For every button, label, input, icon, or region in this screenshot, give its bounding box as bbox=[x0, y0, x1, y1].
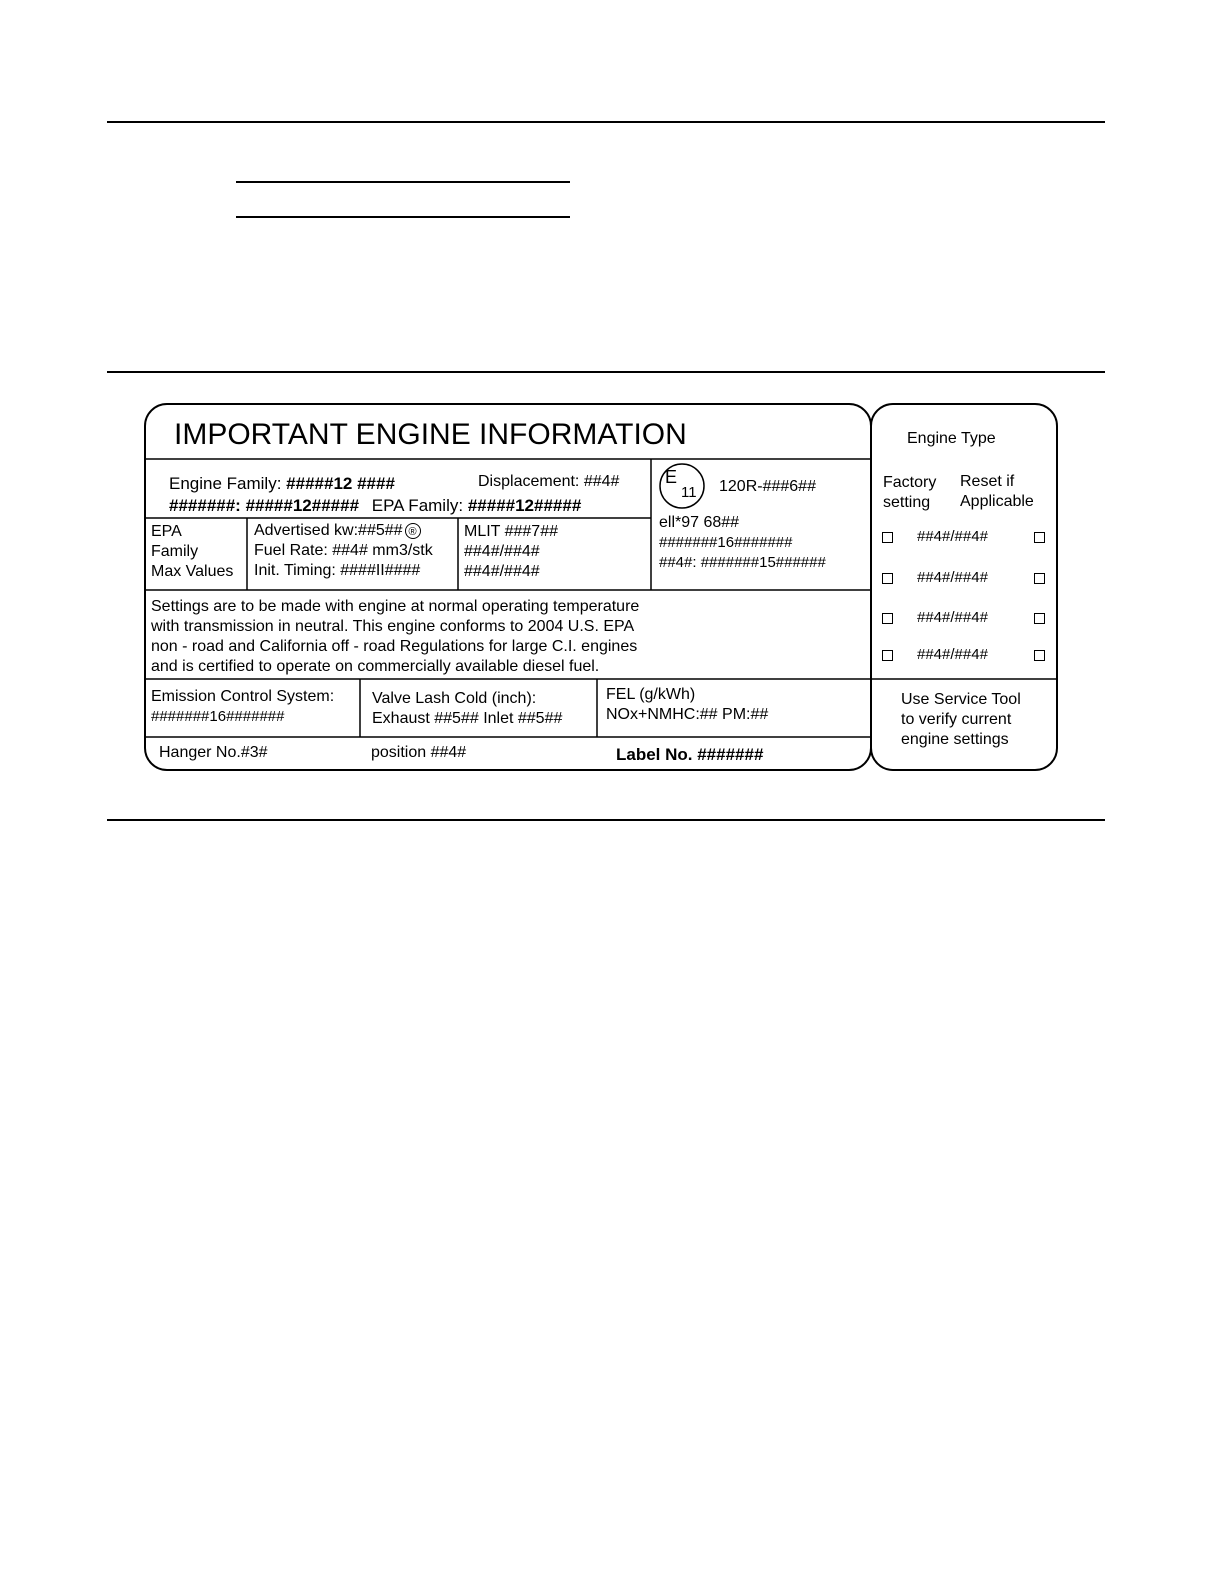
fel-value: NOx+NMHC:## PM:## bbox=[606, 706, 769, 723]
mlit-line-2: ##4#/##4# bbox=[464, 543, 540, 560]
epa-block-line-1: EPA bbox=[151, 523, 182, 540]
settings-line-3: non - road and California off - road Regulations for large C.I. engines bbox=[151, 638, 638, 655]
reset-checkbox-1[interactable] bbox=[1034, 532, 1045, 543]
advertised-kw-text: Advertised kw:##5## bbox=[254, 522, 403, 539]
epa-block-line-2: Family bbox=[151, 543, 199, 560]
reset-if-line-1: Reset if bbox=[960, 473, 1015, 490]
valve-lash-value: Exhaust ##5## Inlet ##5## bbox=[372, 710, 563, 727]
setting-row-1: ##4#/##4# bbox=[917, 528, 988, 545]
approval-line-2: ##4#: #######15###### bbox=[659, 554, 826, 571]
settings-line-1: Settings are to be made with engine at normal operating temperature bbox=[151, 598, 640, 615]
factory-checkbox-1[interactable] bbox=[882, 532, 893, 543]
factory-setting-line-2: setting bbox=[883, 494, 931, 511]
engine-family-label: Engine Family: bbox=[169, 474, 282, 493]
fuel-rate: Fuel Rate: ##4# mm3/stk bbox=[254, 542, 433, 559]
emission-label: Emission Control System: bbox=[151, 688, 335, 705]
displacement-value: ##4# bbox=[583, 473, 620, 490]
approval-line-1: #######16####### bbox=[659, 534, 793, 551]
settings-line-4: and is certified to operate on commercially available diesel fuel. bbox=[151, 658, 600, 675]
settings-line-2: with transmission in neutral. This engine conforms to 2004 U.S. EPA bbox=[151, 618, 635, 635]
mlit-line-3: ##4#/##4# bbox=[464, 563, 540, 580]
epa-family-row bbox=[169, 497, 581, 514]
init-timing: Init. Timing: ####II#### bbox=[254, 562, 421, 579]
setting-row-3: ##4#/##4# bbox=[917, 609, 988, 626]
reg-120r: 120R-###6## bbox=[719, 478, 816, 495]
position: position ##4# bbox=[371, 744, 467, 761]
ell-line: ell*97 68## bbox=[659, 514, 740, 531]
e-mark-letter: E bbox=[665, 467, 678, 487]
advertised-kw bbox=[254, 523, 421, 539]
row2-prefix: #######: #####12##### bbox=[169, 496, 360, 515]
reset-if-line-2: Applicable bbox=[960, 493, 1034, 510]
factory-checkbox-4[interactable] bbox=[882, 650, 893, 661]
blank-line-2 bbox=[236, 216, 570, 218]
reset-checkbox-4[interactable] bbox=[1034, 650, 1045, 661]
setting-row-4: ##4#/##4# bbox=[917, 646, 988, 663]
hanger-number: Hanger No.#3# bbox=[159, 744, 268, 761]
engine-family bbox=[169, 475, 395, 492]
emission-value: #######16####### bbox=[151, 708, 285, 725]
displacement bbox=[478, 474, 619, 490]
displacement-label: Displacement: bbox=[478, 473, 580, 490]
label-number: Label No. ####### bbox=[616, 745, 764, 764]
e-mark-number: 11 bbox=[681, 484, 697, 501]
reset-checkbox-3[interactable] bbox=[1034, 613, 1045, 624]
registered-symbol: ® bbox=[405, 523, 421, 539]
reset-checkbox-2[interactable] bbox=[1034, 573, 1045, 584]
epa-family-value: #####12##### bbox=[467, 496, 582, 515]
service-tool-line-1: Use Service Tool bbox=[901, 691, 1021, 708]
factory-checkbox-3[interactable] bbox=[882, 613, 893, 624]
valve-lash-label: Valve Lash Cold (inch): bbox=[372, 690, 537, 707]
engine-family-value: #####12 #### bbox=[286, 474, 395, 493]
engine-information-label bbox=[143, 402, 1059, 774]
label-title: IMPORTANT ENGINE INFORMATION bbox=[174, 418, 687, 451]
epa-block-line-3: Max Values bbox=[151, 563, 234, 580]
service-tool-line-3: engine settings bbox=[901, 731, 1009, 748]
engine-type: Engine Type bbox=[907, 430, 996, 447]
blank-line-1 bbox=[236, 181, 570, 183]
epa-family-label: EPA Family: bbox=[371, 496, 464, 515]
setting-row-2: ##4#/##4# bbox=[917, 569, 988, 586]
figure-top-rule bbox=[107, 371, 1105, 373]
top-rule bbox=[107, 121, 1105, 123]
figure-bottom-rule bbox=[107, 819, 1105, 821]
fel-label: FEL (g/kWh) bbox=[606, 686, 696, 703]
factory-setting-line-1: Factory bbox=[883, 474, 937, 491]
service-tool-line-2: to verify current bbox=[901, 711, 1012, 728]
factory-checkbox-2[interactable] bbox=[882, 573, 893, 584]
mlit: MLIT ###7## bbox=[464, 523, 558, 540]
